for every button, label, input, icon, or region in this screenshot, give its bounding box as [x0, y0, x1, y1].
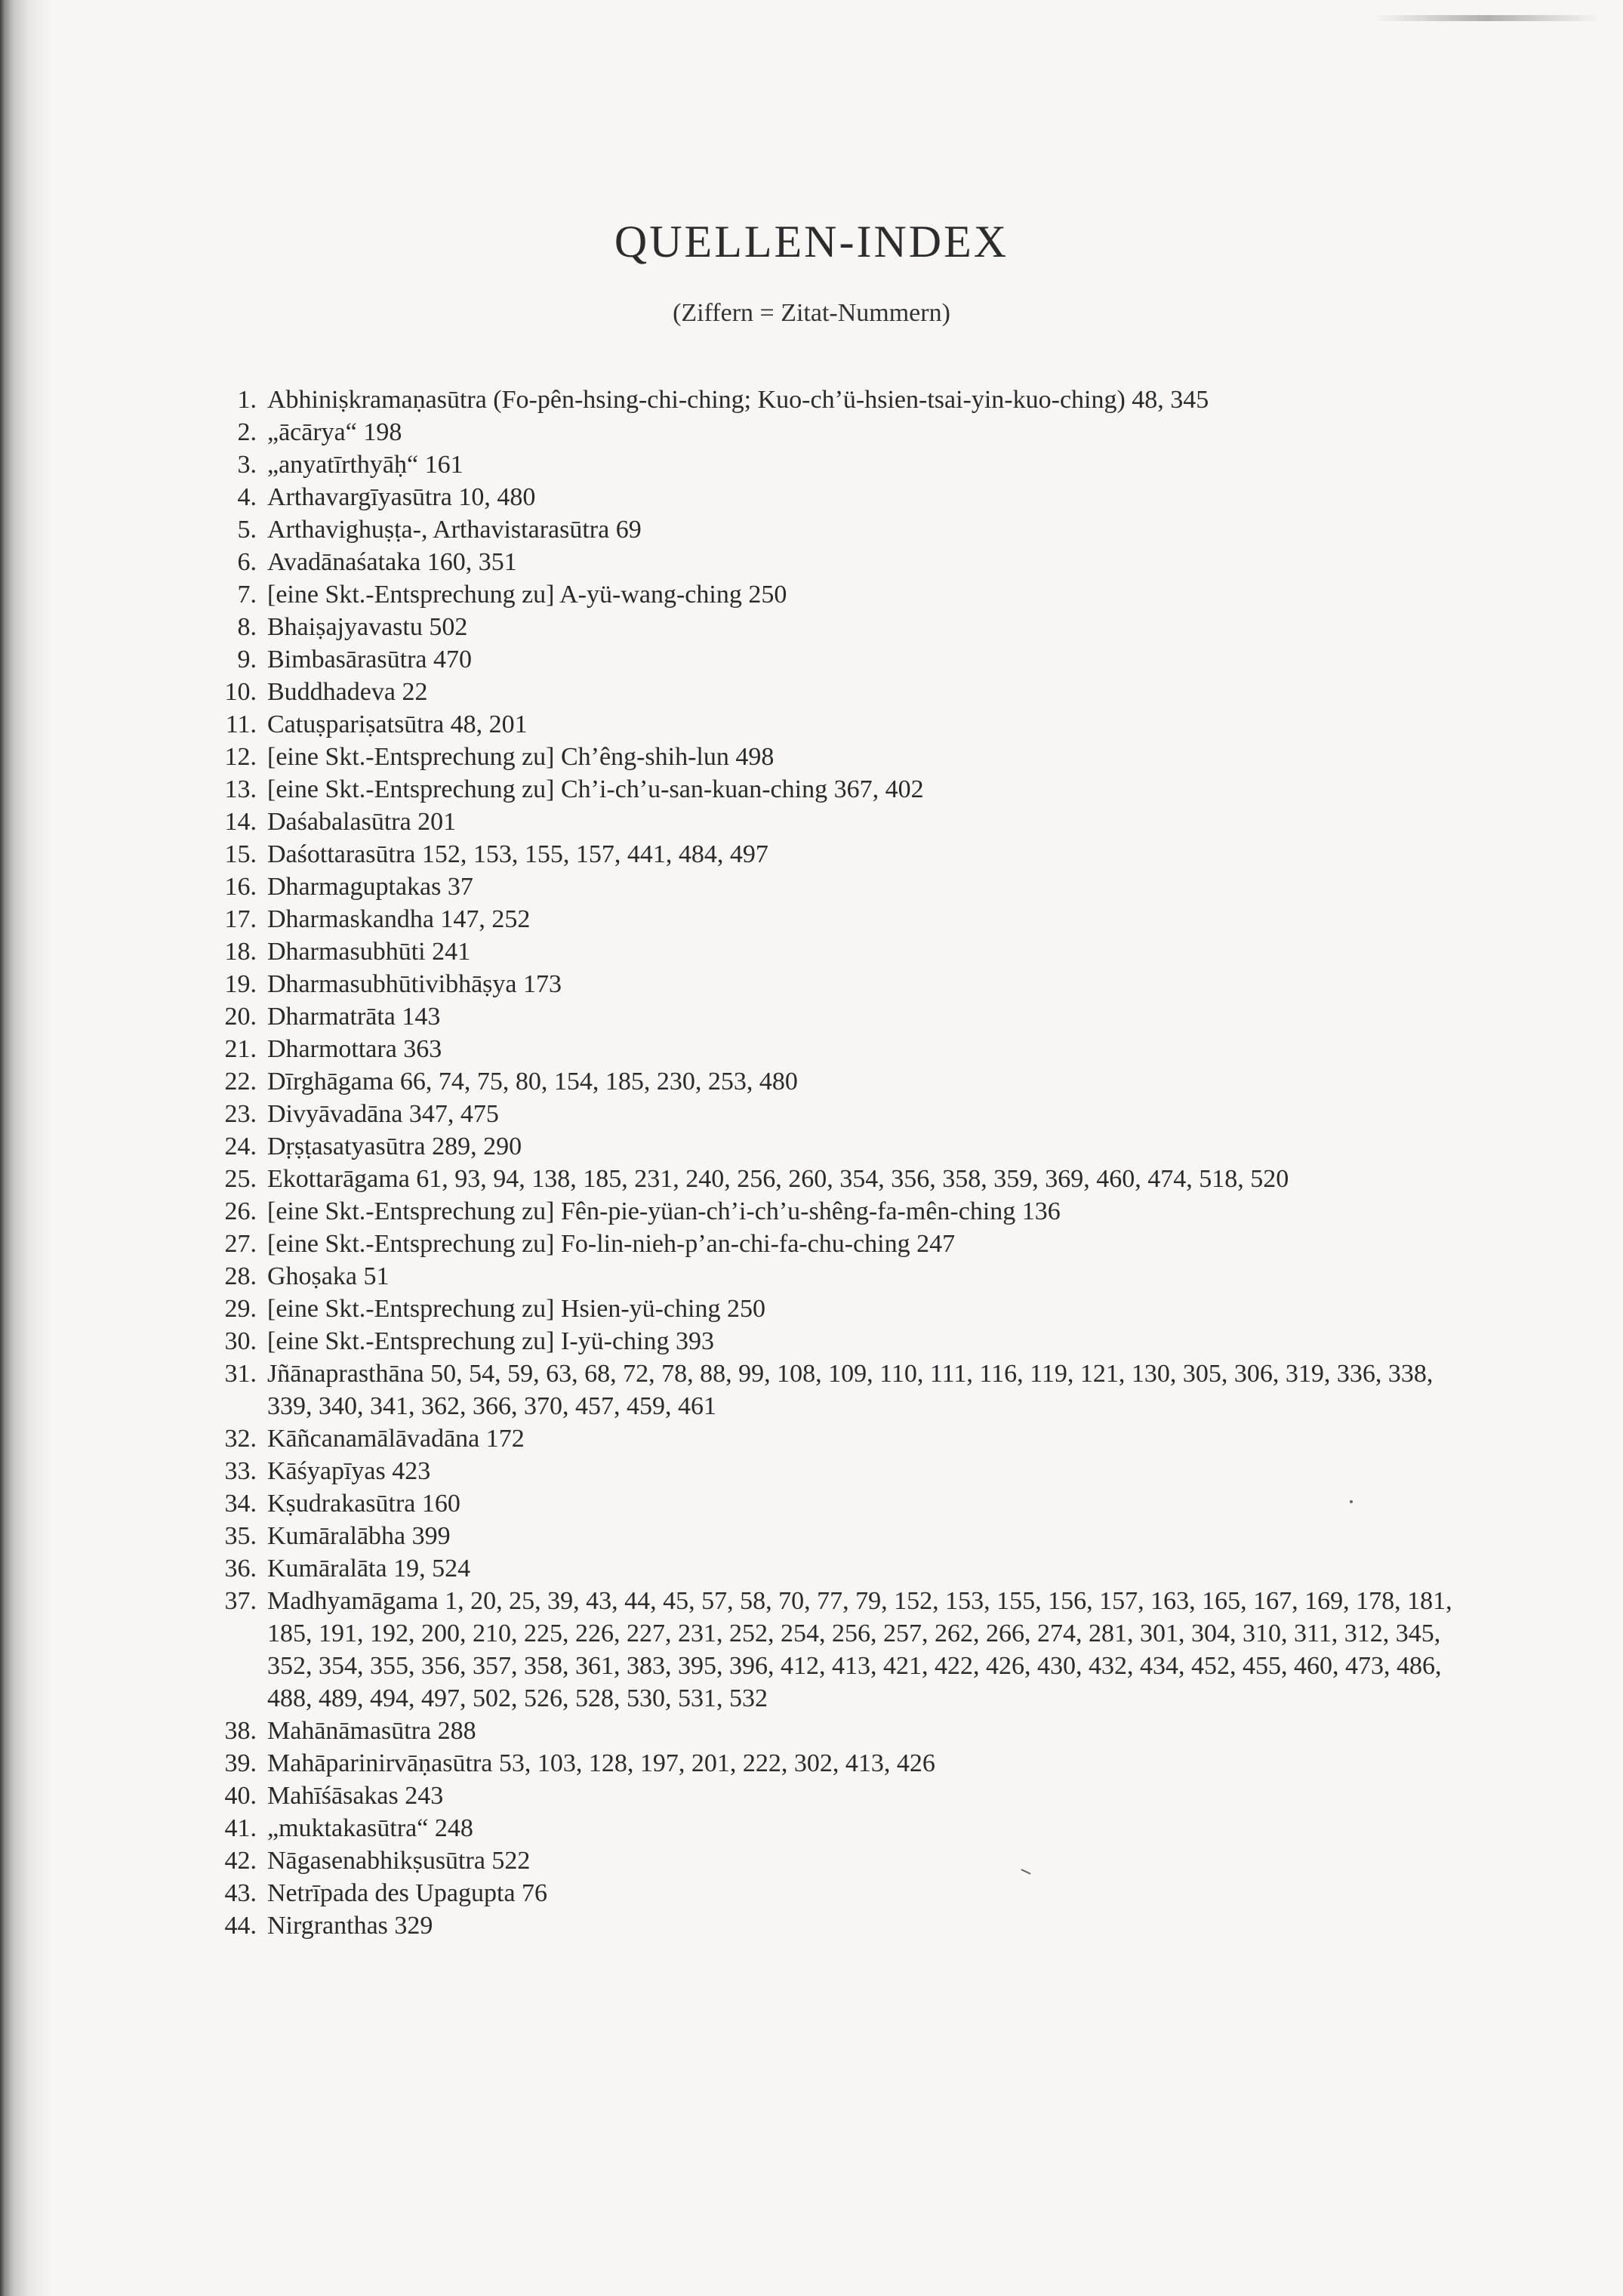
entry-text: Daśabalasūtra 201	[267, 808, 457, 836]
entry-number: 20.	[224, 1003, 257, 1031]
index-entry	[174, 676, 1457, 708]
entry-number: 33.	[224, 1457, 257, 1485]
entry-number: 26.	[224, 1197, 257, 1225]
entry-number: 27.	[224, 1230, 257, 1258]
index-entry	[174, 1000, 1457, 1033]
entry-text: Dharmatrāta 143	[267, 1003, 441, 1031]
entry-number: 42.	[224, 1847, 257, 1875]
entry-number: 36.	[224, 1555, 257, 1583]
entry-number: 9.	[237, 646, 257, 673]
entry-number: 37.	[224, 1587, 257, 1615]
entry-text: [eine Skt.-Entsprechung zu] Hsien-yü-ching 250	[267, 1295, 765, 1323]
index-entry	[174, 1358, 1457, 1422]
index-entry	[174, 1033, 1457, 1065]
entry-number: 43.	[224, 1879, 257, 1907]
index-entry	[174, 546, 1457, 578]
index-entry	[174, 1163, 1457, 1195]
entry-text: Madhyamāgama 1, 20, 25, 39, 43, 44, 45, 57, 58, 70, 77, 79, 152, 153, 155, 156, 157, 163, 165, 167, 169, 178, 181, 185, 191, 192, 200, 210, 225, 226, 227, 231, 252, 254, 256, 257, 262, 266, 274, 281, 301, 304, 310, 311, 312, 345, 352, 354, 355, 356, 357, 358, 361, 383, 395, 396, 412, 413, 421, 422, 426, 430, 432, 434, 452, 455, 460, 473, 486, 488, 489, 494, 497, 502, 526, 528, 530, 531, 532	[267, 1587, 1452, 1712]
index-entry	[174, 384, 1457, 416]
index-entry	[174, 1780, 1457, 1812]
entry-number: 5.	[237, 516, 257, 544]
entry-number: 3.	[237, 451, 257, 479]
index-entry	[174, 1520, 1457, 1552]
entry-text: Dharmasubhūtivibhāṣya 173	[267, 970, 562, 998]
entry-number: 25.	[224, 1165, 257, 1193]
index-entry	[174, 1552, 1457, 1585]
entry-text: Buddhadeva 22	[267, 678, 428, 706]
index-entry	[174, 1325, 1457, 1358]
entry-text: Abhiniṣkramaṇasūtra (Fo-pên-hsing-chi-ching; Kuo-ch’ü-hsien-tsai-yin-kuo-ching) 48, 345	[267, 386, 1209, 414]
index-entry	[174, 708, 1457, 741]
entry-text: Mahāparinirvāṇasūtra 53, 103, 128, 197, 201, 222, 302, 413, 426	[267, 1749, 935, 1777]
entry-number: 34.	[224, 1490, 257, 1518]
index-entry	[174, 611, 1457, 643]
page-subtitle: (Ziffern = Zitat-Nummern)	[673, 299, 950, 327]
entry-text: Kṣudrakasūtra 160	[267, 1490, 460, 1518]
entry-text: Dharmasubhūti 241	[267, 938, 471, 966]
index-entry	[174, 1845, 1457, 1877]
entry-number: 29.	[224, 1295, 257, 1323]
entry-number: 14.	[224, 808, 257, 836]
entry-number: 1.	[237, 386, 257, 414]
entry-number: 40.	[224, 1782, 257, 1810]
entry-text: Bhaiṣajyavastu 502	[267, 613, 468, 641]
entry-text: „muktakasūtra“ 248	[267, 1814, 473, 1842]
index-entry	[174, 1293, 1457, 1325]
entry-number: 39.	[224, 1749, 257, 1777]
index-entry	[174, 416, 1457, 448]
scan-edge-shadow	[0, 0, 53, 2296]
entry-text: Mahīśāsakas 243	[267, 1782, 444, 1810]
entry-number: 22.	[224, 1068, 257, 1096]
entry-number: 17.	[224, 905, 257, 933]
index-entry	[174, 806, 1457, 838]
index-entry	[174, 1422, 1457, 1455]
source-index-list	[174, 384, 1457, 1942]
entry-text: [eine Skt.-Entsprechung zu] Fên-pie-yüan-ch’i-ch’u-shêng-fa-mên-ching 136	[267, 1197, 1061, 1225]
entry-number: 31.	[224, 1360, 257, 1388]
index-entry	[174, 1130, 1457, 1163]
entry-text: Kāñcanamālāvadāna 172	[267, 1425, 525, 1453]
entry-text: „ācārya“ 198	[267, 418, 402, 446]
entry-number: 2.	[237, 418, 257, 446]
entry-text: Ekottarāgama 61, 93, 94, 138, 185, 231, 240, 256, 260, 354, 356, 358, 359, 369, 460, 474, 518, 520	[267, 1165, 1289, 1193]
entry-text: Arthavighuṣṭa-, Arthavistarasūtra 69	[267, 516, 642, 544]
entry-text: Jñānaprasthāna 50, 54, 59, 63, 68, 72, 78, 88, 99, 108, 109, 110, 111, 116, 119, 121, 130, 305, 306, 319, 336, 338, 339, 340, 341, 362, 366, 370, 457, 459, 461	[267, 1360, 1434, 1420]
entry-number: 18.	[224, 938, 257, 966]
entry-text: Mahānāmasūtra 288	[267, 1717, 476, 1745]
index-entry	[174, 741, 1457, 773]
index-entry	[174, 1228, 1457, 1260]
index-entry	[174, 1585, 1457, 1715]
entry-text: Ghoṣaka 51	[267, 1262, 390, 1290]
entry-text: [eine Skt.-Entsprechung zu] A-yü-wang-ching 250	[267, 581, 787, 609]
entry-number: 35.	[224, 1522, 257, 1550]
entry-text: Dharmaskandha 147, 252	[267, 905, 531, 933]
index-entry	[174, 578, 1457, 611]
index-entry	[174, 935, 1457, 968]
page-title: QUELLEN-INDEX	[614, 217, 1009, 267]
scan-top-artifact	[1374, 15, 1600, 21]
entry-number: 8.	[237, 613, 257, 641]
index-entry	[174, 1909, 1457, 1942]
entry-number: 16.	[224, 873, 257, 901]
entry-text: Dṛṣṭasatyasūtra 289, 290	[267, 1133, 522, 1160]
entry-number: 19.	[224, 970, 257, 998]
entry-text: [eine Skt.-Entsprechung zu] Fo-lin-nieh-p’an-chi-fa-chu-ching 247	[267, 1230, 956, 1258]
entry-text: Dharmaguptakas 37	[267, 873, 473, 901]
entry-number: 7.	[237, 581, 257, 609]
scan-speck	[1350, 1500, 1353, 1503]
index-entry	[174, 481, 1457, 513]
entry-number: 30.	[224, 1327, 257, 1355]
entry-text: Dīrghāgama 66, 74, 75, 80, 154, 185, 230, 253, 480	[267, 1068, 798, 1096]
index-entry	[174, 773, 1457, 806]
index-entry	[174, 871, 1457, 903]
entry-number: 23.	[224, 1100, 257, 1128]
entry-text: [eine Skt.-Entsprechung zu] I-yü-ching 393	[267, 1327, 714, 1355]
index-entry	[174, 968, 1457, 1000]
entry-number: 44.	[224, 1912, 257, 1940]
index-entry	[174, 1065, 1457, 1098]
entry-text: Arthavargīyasūtra 10, 480	[267, 483, 536, 511]
index-entry	[174, 1260, 1457, 1293]
index-entry	[174, 1747, 1457, 1780]
entry-text: Netrīpada des Upagupta 76	[267, 1879, 548, 1907]
entry-number: 6.	[237, 548, 257, 576]
entry-text: Avadānaśataka 160, 351	[267, 548, 517, 576]
entry-number: 38.	[224, 1717, 257, 1745]
index-entry	[174, 1098, 1457, 1130]
entry-number: 13.	[224, 775, 257, 803]
index-entry	[174, 1812, 1457, 1845]
entry-number: 24.	[224, 1133, 257, 1160]
entry-text: Nirgranthas 329	[267, 1912, 433, 1940]
index-entry	[174, 1455, 1457, 1487]
entry-text: Kumāralāta 19, 524	[267, 1555, 471, 1583]
index-entry	[174, 1715, 1457, 1747]
entry-text: [eine Skt.-Entsprechung zu] Ch’i-ch’u-san-kuan-ching 367, 402	[267, 775, 924, 803]
entry-text: Catuṣpariṣatsūtra 48, 201	[267, 710, 528, 738]
entry-text: Kāśyapīyas 423	[267, 1457, 431, 1485]
entry-text: „anyatīrthyāḥ“ 161	[267, 451, 463, 479]
index-entry	[174, 643, 1457, 676]
entry-number: 21.	[224, 1035, 257, 1063]
entry-number: 10.	[224, 678, 257, 706]
entry-number: 41.	[224, 1814, 257, 1842]
index-entry	[174, 448, 1457, 481]
entry-number: 32.	[224, 1425, 257, 1453]
index-entry	[174, 838, 1457, 871]
index-entry	[174, 1877, 1457, 1909]
entry-text: [eine Skt.-Entsprechung zu] Ch’êng-shih-lun 498	[267, 743, 775, 771]
index-entry	[174, 1195, 1457, 1228]
entry-number: 11.	[225, 710, 257, 738]
entry-text: Kumāralābha 399	[267, 1522, 451, 1550]
entry-number: 4.	[237, 483, 257, 511]
index-entry	[174, 513, 1457, 546]
entry-text: Nāgasenabhikṣusūtra 522	[267, 1847, 531, 1875]
entry-number: 12.	[224, 743, 257, 771]
entry-number: 15.	[224, 840, 257, 868]
entry-text: Divyāvadāna 347, 475	[267, 1100, 499, 1128]
index-entry	[174, 903, 1457, 935]
entry-text: Dharmottara 363	[267, 1035, 442, 1063]
index-entry	[174, 1487, 1457, 1520]
entry-number: 28.	[224, 1262, 257, 1290]
entry-text: Daśottarasūtra 152, 153, 155, 157, 441, 484, 497	[267, 840, 768, 868]
entry-text: Bimbasārasūtra 470	[267, 646, 472, 673]
